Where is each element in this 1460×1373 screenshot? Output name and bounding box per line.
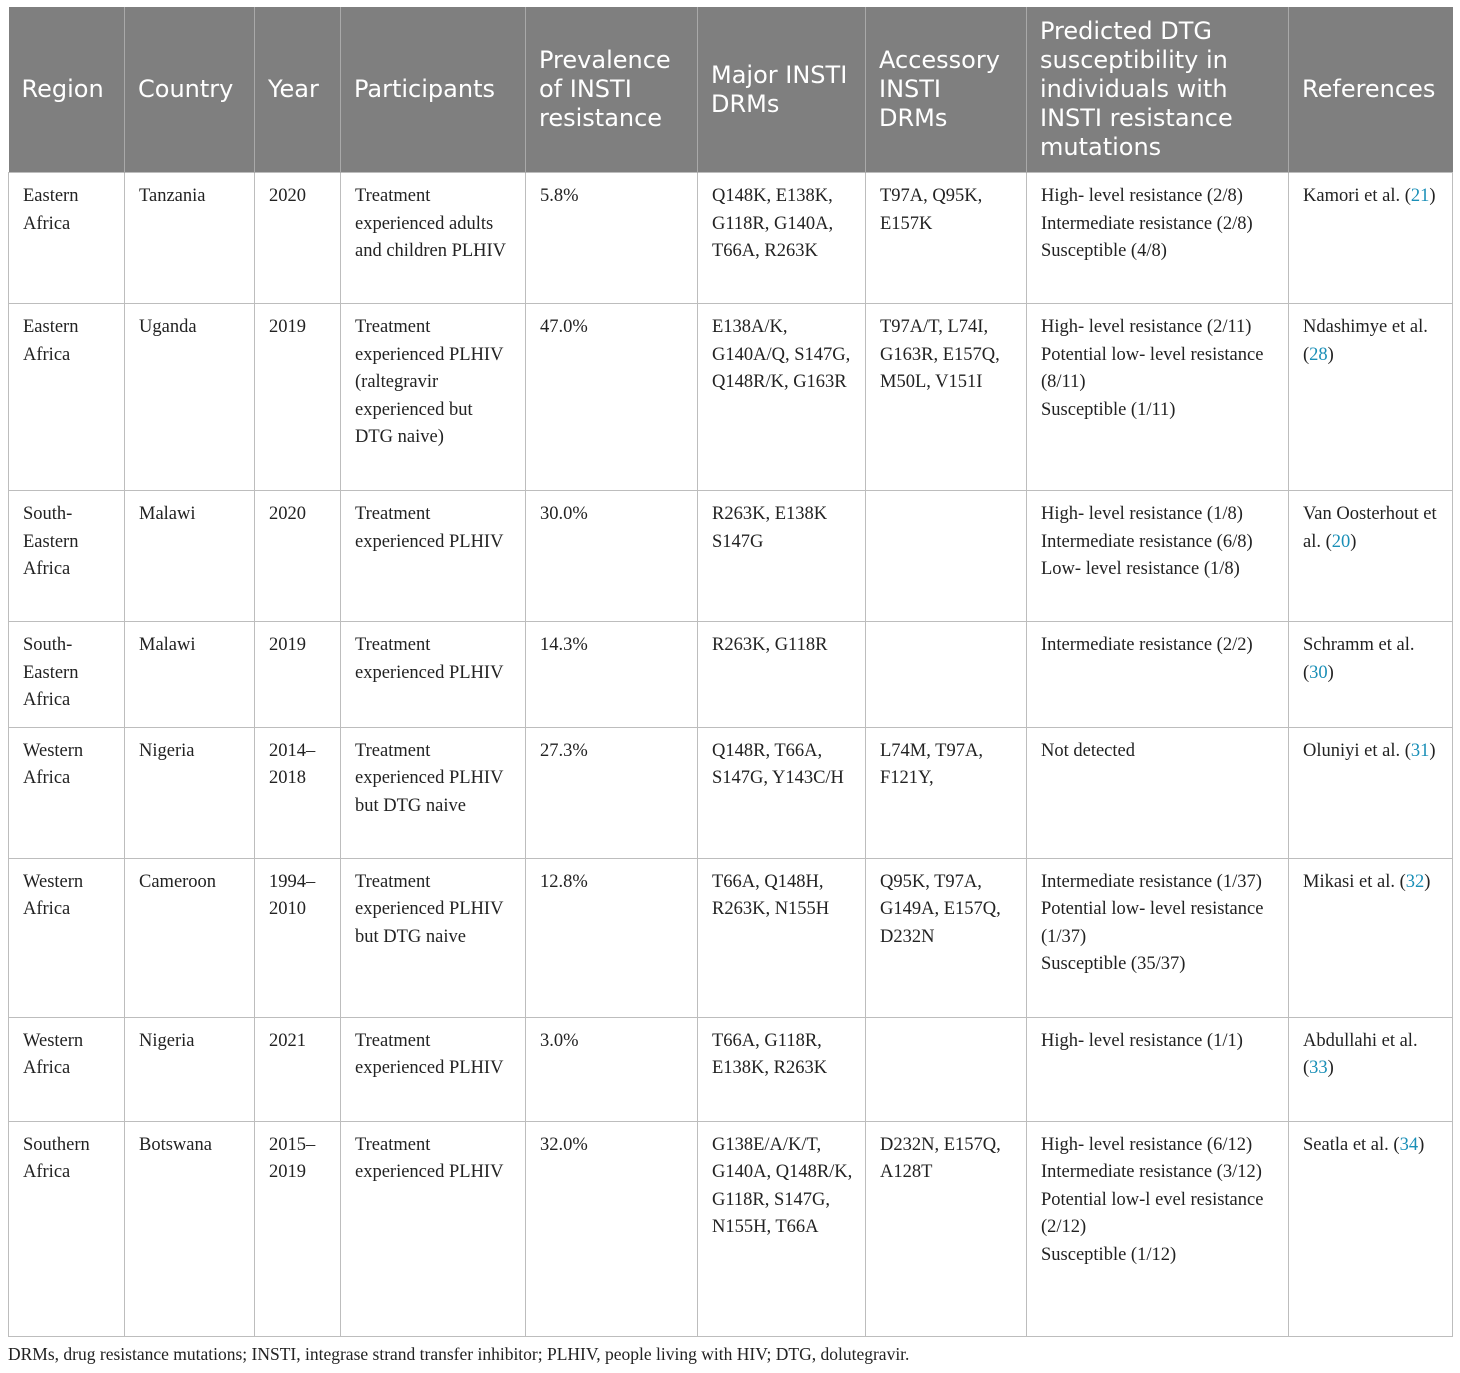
cell-participants: Treatment experienced PLHIV bbox=[341, 1017, 526, 1121]
susceptibility-line: High- level resistance (1/8) bbox=[1041, 504, 1243, 524]
cell-participants: Treatment experienced PLHIV (raltegravir experienced but DTG naive) bbox=[341, 304, 526, 491]
cell-country: Cameroon bbox=[125, 858, 255, 1017]
cell-accessory-drms: D232N, E157Q, A128T bbox=[866, 1121, 1027, 1336]
table-row bbox=[9, 727, 1453, 858]
reference-link[interactable]: 28 bbox=[1309, 344, 1328, 365]
reference-link[interactable]: 30 bbox=[1309, 662, 1328, 683]
cell-year: 2020 bbox=[255, 491, 341, 622]
reference-author: Seatla et al. bbox=[1303, 1134, 1389, 1155]
susceptibility-line: Susceptible (4/8) bbox=[1041, 241, 1167, 261]
header-references: References bbox=[1289, 7, 1453, 173]
header-accessory-drms: Accessory INSTI DRMs bbox=[866, 7, 1027, 173]
susceptibility-line: Susceptible (35/37) bbox=[1041, 954, 1186, 974]
cell-reference: Oluniyi et al. (31) bbox=[1289, 727, 1453, 858]
cell-accessory-drms bbox=[866, 1017, 1027, 1121]
cell-major-drms: Q148R, T66A, S147G, Y143C/H bbox=[698, 727, 866, 858]
table-row bbox=[9, 491, 1453, 622]
cell-dtg-susceptibility bbox=[1027, 1121, 1289, 1336]
cell-country: Tanzania bbox=[125, 173, 255, 304]
header-row bbox=[9, 7, 1453, 173]
cell-dtg-susceptibility bbox=[1027, 858, 1289, 1017]
cell-prevalence: 30.0% bbox=[526, 491, 698, 622]
cell-prevalence: 14.3% bbox=[526, 622, 698, 728]
cell-participants: Treatment experienced PLHIV bbox=[341, 1121, 526, 1336]
cell-reference: Abdullahi et al. (33) bbox=[1289, 1017, 1453, 1121]
reference-author: Schramm et al. bbox=[1303, 635, 1415, 655]
cell-year: 2014–2018 bbox=[255, 727, 341, 858]
cell-major-drms: T66A, Q148H, R263K, N155H bbox=[698, 858, 866, 1017]
cell-dtg-susceptibility bbox=[1027, 173, 1289, 304]
cell-major-drms: T66A, G118R, E138K, R263K bbox=[698, 1017, 866, 1121]
cell-region: Western Africa bbox=[9, 858, 125, 1017]
cell-prevalence: 47.0% bbox=[526, 304, 698, 491]
cell-reference: Kamori et al. (21) bbox=[1289, 173, 1453, 304]
cell-participants: Treatment experienced PLHIV bbox=[341, 622, 526, 728]
cell-major-drms: Q148K, E138K, G118R, G140A, T66A, R263K bbox=[698, 173, 866, 304]
susceptibility-line: Intermediate resistance (3/12) bbox=[1041, 1162, 1262, 1182]
susceptibility-line: Intermediate resistance (1/37) bbox=[1041, 871, 1262, 892]
cell-major-drms: E138A/K, G140A/Q, S147G, Q148R/K, G163R bbox=[698, 304, 866, 491]
cell-country: Malawi bbox=[125, 622, 255, 728]
cell-reference: Seatla et al. (34) bbox=[1289, 1121, 1453, 1336]
cell-prevalence: 12.8% bbox=[526, 858, 698, 1017]
cell-participants: Treatment experienced PLHIV bbox=[341, 491, 526, 622]
susceptibility-line: Potential low- level resistance (1/37) bbox=[1041, 899, 1264, 947]
header-prevalence: Prevalence of INSTI resistance bbox=[526, 7, 698, 173]
susceptibility-line: High- level resistance (6/12) bbox=[1041, 1134, 1253, 1155]
reference-author: Ndashimye et al. bbox=[1303, 317, 1428, 337]
table-body bbox=[9, 173, 1453, 1337]
cell-year: 2019 bbox=[255, 304, 341, 491]
cell-dtg-susceptibility bbox=[1027, 491, 1289, 622]
cell-major-drms: R263K, E138K S147G bbox=[698, 491, 866, 622]
susceptibility-line: Not detected bbox=[1041, 740, 1135, 761]
table-footnote: DRMs, drug resistance mutations; INSTI, integrase strand transfer inhibitor; PLHIV, people living with HIV; DTG, dolutegravir. bbox=[8, 1344, 910, 1364]
cell-accessory-drms: Q95K, T97A, G149A, E157Q, D232N bbox=[866, 858, 1027, 1017]
cell-prevalence: 27.3% bbox=[526, 727, 698, 858]
cell-participants: Treatment experienced PLHIV but DTG naive bbox=[341, 727, 526, 858]
cell-participants: Treatment experienced PLHIV but DTG naive bbox=[341, 858, 526, 1017]
cell-prevalence: 3.0% bbox=[526, 1017, 698, 1121]
cell-country: Malawi bbox=[125, 491, 255, 622]
cell-accessory-drms: L74M, T97A, F121Y, bbox=[866, 727, 1027, 858]
cell-reference: Mikasi et al. (32) bbox=[1289, 858, 1453, 1017]
header-dtg-susceptibility: Predicted DTG susceptibility in individuals with INSTI resistance mutations bbox=[1027, 7, 1289, 173]
susceptibility-line: High- level resistance (1/1) bbox=[1041, 1030, 1243, 1051]
susceptibility-line: Intermediate resistance (2/8) bbox=[1041, 213, 1253, 234]
cell-dtg-susceptibility bbox=[1027, 622, 1289, 728]
header-region: Region bbox=[9, 7, 125, 173]
reference-link[interactable]: 21 bbox=[1410, 186, 1430, 206]
cell-major-drms: R263K, G118R bbox=[698, 622, 866, 728]
cell-reference: Van Oosterhout et al. (20) bbox=[1289, 491, 1453, 622]
table-row bbox=[9, 304, 1453, 491]
cell-year: 2015–2019 bbox=[255, 1121, 341, 1336]
cell-year: 2020 bbox=[255, 173, 341, 304]
reference-author: Abdullahi et al. bbox=[1303, 1030, 1418, 1051]
cell-dtg-susceptibility bbox=[1027, 727, 1289, 858]
cell-year: 2019 bbox=[255, 622, 341, 728]
susceptibility-line: Potential low-l evel resistance (2/12) bbox=[1041, 1189, 1264, 1237]
reference-author: Oluniyi et al. bbox=[1303, 740, 1401, 761]
table-container bbox=[8, 7, 1452, 1337]
header-country: Country bbox=[125, 7, 255, 173]
reference-link[interactable]: 20 bbox=[1331, 531, 1351, 552]
cell-region: Eastern Africa bbox=[9, 304, 125, 491]
header-participants: Participants bbox=[341, 7, 526, 173]
reference-author: Van Oosterhout et al. bbox=[1303, 504, 1437, 552]
susceptibility-line: High- level resistance (2/11) bbox=[1041, 317, 1252, 337]
cell-region: South-Eastern Africa bbox=[9, 491, 125, 622]
table-row bbox=[9, 858, 1453, 1017]
cell-reference: Ndashimye et al. (28) bbox=[1289, 304, 1453, 491]
cell-accessory-drms: T97A, Q95K, E157K bbox=[866, 173, 1027, 304]
susceptibility-line: Susceptible (1/11) bbox=[1041, 399, 1176, 420]
table-row bbox=[9, 173, 1453, 304]
cell-region: Eastern Africa bbox=[9, 173, 125, 304]
cell-region: South-Eastern Africa bbox=[9, 622, 125, 728]
cell-prevalence: 5.8% bbox=[526, 173, 698, 304]
cell-prevalence: 32.0% bbox=[526, 1121, 698, 1336]
reference-link[interactable]: 32 bbox=[1405, 871, 1425, 892]
susceptibility-line: Low- level resistance (1/8) bbox=[1041, 559, 1240, 579]
header-major-drms: Major INSTI DRMs bbox=[698, 7, 866, 173]
table-row bbox=[9, 1121, 1453, 1336]
reference-author: Kamori et al. bbox=[1303, 186, 1401, 206]
insti-resistance-table bbox=[8, 7, 1453, 1337]
susceptibility-line: Potential low- level resistance (8/11) bbox=[1041, 344, 1264, 392]
header-year: Year bbox=[255, 7, 341, 173]
cell-country: Botswana bbox=[125, 1121, 255, 1336]
cell-accessory-drms bbox=[866, 622, 1027, 728]
cell-accessory-drms bbox=[866, 491, 1027, 622]
susceptibility-line: High- level resistance (2/8) bbox=[1041, 186, 1243, 206]
cell-region: Southern Africa bbox=[9, 1121, 125, 1336]
reference-link[interactable]: 31 bbox=[1410, 740, 1430, 761]
cell-participants: Treatment experienced adults and children PLHIV bbox=[341, 173, 526, 304]
susceptibility-line: Intermediate resistance (6/8) bbox=[1041, 531, 1253, 552]
cell-region: Western Africa bbox=[9, 1017, 125, 1121]
susceptibility-line: Intermediate resistance (2/2) bbox=[1041, 635, 1253, 655]
cell-year: 1994–2010 bbox=[255, 858, 341, 1017]
cell-major-drms: G138E/A/K/T, G140A, Q148R/K, G118R, S147G, N155H, T66A bbox=[698, 1121, 866, 1336]
cell-region: Western Africa bbox=[9, 727, 125, 858]
table-row bbox=[9, 622, 1453, 728]
cell-year: 2021 bbox=[255, 1017, 341, 1121]
cell-reference: Schramm et al. (30) bbox=[1289, 622, 1453, 728]
reference-link[interactable]: 33 bbox=[1309, 1058, 1328, 1078]
reference-link[interactable]: 34 bbox=[1399, 1134, 1419, 1155]
cell-dtg-susceptibility bbox=[1027, 304, 1289, 491]
cell-country: Nigeria bbox=[125, 727, 255, 858]
cell-accessory-drms: T97A/T, L74I, G163R, E157Q, M50L, V151I bbox=[866, 304, 1027, 491]
cell-country: Nigeria bbox=[125, 1017, 255, 1121]
cell-country: Uganda bbox=[125, 304, 255, 491]
table-row bbox=[9, 1017, 1453, 1121]
susceptibility-line: Susceptible (1/12) bbox=[1041, 1244, 1177, 1265]
cell-dtg-susceptibility bbox=[1027, 1017, 1289, 1121]
reference-author: Mikasi et al. bbox=[1303, 871, 1395, 892]
